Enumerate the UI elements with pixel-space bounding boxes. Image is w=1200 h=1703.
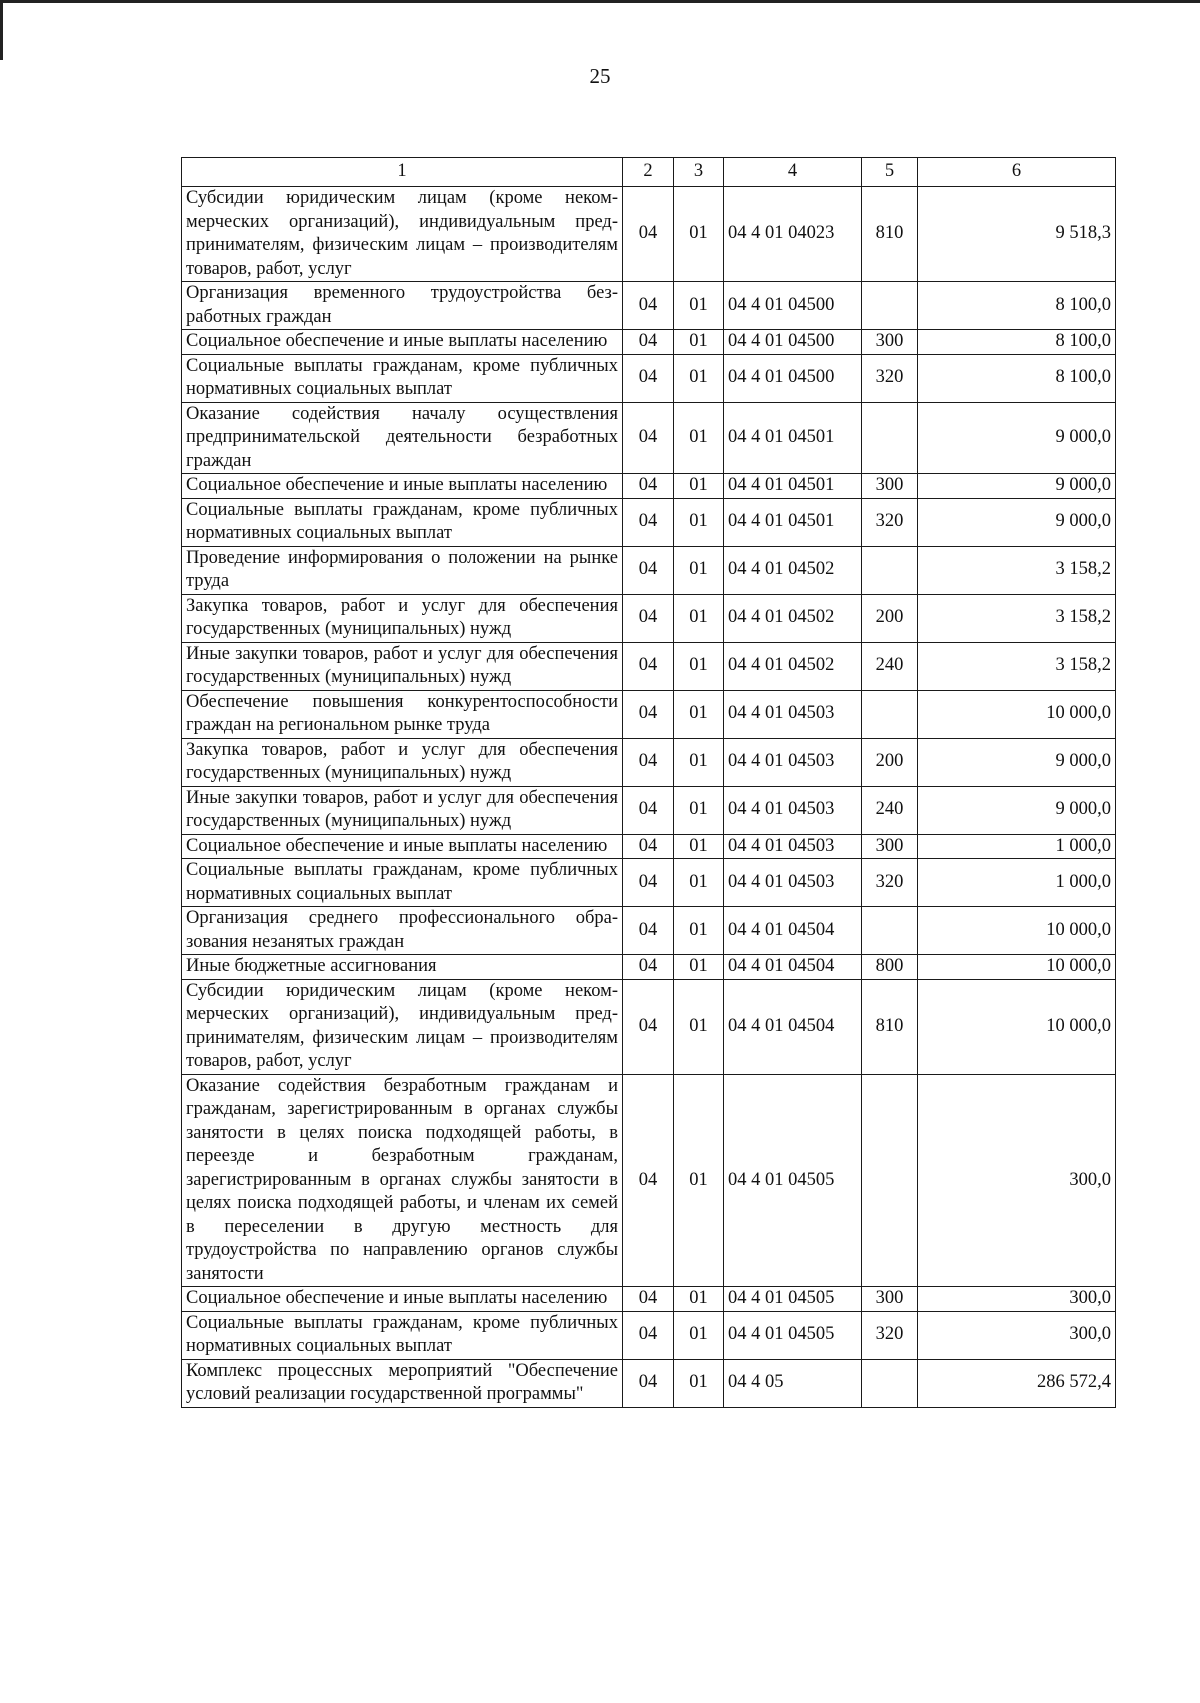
budget-table (181, 157, 1116, 1408)
item-name-cell: Социальное обеспечение и иные выплаты населению (182, 330, 623, 355)
amount-cell: 10 000,0 (918, 955, 1116, 980)
subsection-cell: 01 (674, 187, 724, 282)
section-cell: 04 (623, 1074, 674, 1287)
target-code-cell: 04 4 01 04503 (724, 738, 862, 786)
expense-type-cell: 320 (862, 354, 918, 402)
page-number: 25 (589, 64, 611, 88)
item-name-cell: Оказание содействия началу осуществления предпринимательской деятельности безработных граждан (182, 402, 623, 474)
subsection-cell: 01 (674, 594, 724, 642)
amount-cell: 8 100,0 (918, 282, 1116, 330)
subsection-cell: 01 (674, 690, 724, 738)
section-cell: 04 (623, 907, 674, 955)
section-cell: 04 (623, 738, 674, 786)
expense-type-cell: 240 (862, 642, 918, 690)
table-row (182, 187, 1116, 282)
target-code-cell: 04 4 01 04503 (724, 690, 862, 738)
expense-type-cell: 300 (862, 834, 918, 859)
item-name-cell: Закупка товаров, работ и услуг для обеспечения государственных (муниципальных) нужд (182, 594, 623, 642)
expense-type-cell: 810 (862, 979, 918, 1074)
expense-type-cell (862, 402, 918, 474)
item-name-cell: Оказание содействия безработным гражданам и гражданам, зарегистрированным в органах службы занятости в целях поиска подходящей работы, в переезде и безработным гражданам, зарегистрированным в органах службы занятости в целях поиска подходящей работы, и членам их семей в переселении в другую местность для трудоустройства по направлению органов службы занятости (182, 1074, 623, 1287)
table-row (182, 282, 1116, 330)
target-code-cell: 04 4 01 04500 (724, 330, 862, 355)
section-cell: 04 (623, 330, 674, 355)
amount-cell: 300,0 (918, 1287, 1116, 1312)
target-code-cell: 04 4 01 04503 (724, 786, 862, 834)
section-cell: 04 (623, 1311, 674, 1359)
target-code-cell: 04 4 01 04505 (724, 1311, 862, 1359)
section-cell: 04 (623, 498, 674, 546)
target-code-cell: 04 4 01 04501 (724, 474, 862, 499)
subsection-cell: 01 (674, 955, 724, 980)
subsection-cell: 01 (674, 1074, 724, 1287)
expense-type-cell: 300 (862, 1287, 918, 1312)
subsection-cell: 01 (674, 834, 724, 859)
expense-type-cell: 300 (862, 330, 918, 355)
item-name-cell: Социальные выплаты гражданам, кроме публичных нормативных социальных выплат (182, 354, 623, 402)
target-code-cell: 04 4 01 04502 (724, 642, 862, 690)
target-code-cell: 04 4 01 04500 (724, 354, 862, 402)
section-cell: 04 (623, 474, 674, 499)
subsection-cell: 01 (674, 738, 724, 786)
table-row (182, 907, 1116, 955)
section-cell: 04 (623, 546, 674, 594)
table-row (182, 642, 1116, 690)
header-cell: 4 (724, 158, 862, 187)
subsection-cell: 01 (674, 907, 724, 955)
table-row (182, 859, 1116, 907)
header-cell: 2 (623, 158, 674, 187)
expense-type-cell (862, 907, 918, 955)
item-name-cell: Проведение информирования о положении на рынке труда (182, 546, 623, 594)
item-name-cell: Социальное обеспечение и иные выплаты населению (182, 1287, 623, 1312)
target-code-cell: 04 4 01 04504 (724, 907, 862, 955)
expense-type-cell: 320 (862, 1311, 918, 1359)
subsection-cell: 01 (674, 474, 724, 499)
item-name-cell: Закупка товаров, работ и услуг для обеспечения государственных (муниципальных) нужд (182, 738, 623, 786)
amount-cell: 9 000,0 (918, 786, 1116, 834)
item-name-cell: Социальные выплаты гражданам, кроме публичных нормативных социальных выплат (182, 1311, 623, 1359)
amount-cell: 1 000,0 (918, 859, 1116, 907)
expense-type-cell (862, 1074, 918, 1287)
table-row (182, 786, 1116, 834)
section-cell: 04 (623, 859, 674, 907)
table-row (182, 498, 1116, 546)
target-code-cell: 04 4 01 04023 (724, 187, 862, 282)
amount-cell: 3 158,2 (918, 594, 1116, 642)
expense-type-cell (862, 282, 918, 330)
item-name-cell: Социальное обеспечение и иные выплаты населению (182, 834, 623, 859)
target-code-cell: 04 4 01 04502 (724, 546, 862, 594)
subsection-cell: 01 (674, 642, 724, 690)
item-name-cell: Организация временного трудоустройства безработных граждан (182, 282, 623, 330)
amount-cell: 3 158,2 (918, 546, 1116, 594)
expense-type-cell: 810 (862, 187, 918, 282)
section-cell: 04 (623, 834, 674, 859)
scan-border-top (0, 0, 1200, 3)
table-row (182, 330, 1116, 355)
subsection-cell: 01 (674, 354, 724, 402)
amount-cell: 9 000,0 (918, 738, 1116, 786)
expense-type-cell: 200 (862, 738, 918, 786)
amount-cell: 300,0 (918, 1074, 1116, 1287)
item-name-cell: Организация среднего профессионального образования незанятых граждан (182, 907, 623, 955)
header-cell: 1 (182, 158, 623, 187)
table-row (182, 1311, 1116, 1359)
amount-cell: 10 000,0 (918, 979, 1116, 1074)
section-cell: 04 (623, 282, 674, 330)
amount-cell: 8 100,0 (918, 330, 1116, 355)
amount-cell: 10 000,0 (918, 690, 1116, 738)
header-cell: 3 (674, 158, 724, 187)
amount-cell: 286 572,4 (918, 1359, 1116, 1407)
expense-type-cell (862, 690, 918, 738)
table-row (182, 546, 1116, 594)
table-row (182, 354, 1116, 402)
item-name-cell: Социальные выплаты гражданам, кроме публичных нормативных социальных выплат (182, 859, 623, 907)
section-cell: 04 (623, 402, 674, 474)
table-row (182, 738, 1116, 786)
section-cell: 04 (623, 642, 674, 690)
table-row (182, 979, 1116, 1074)
target-code-cell: 04 4 01 04501 (724, 402, 862, 474)
target-code-cell: 04 4 01 04505 (724, 1074, 862, 1287)
subsection-cell: 01 (674, 330, 724, 355)
item-name-cell: Иные бюджетные ассигнования (182, 955, 623, 980)
section-cell: 04 (623, 187, 674, 282)
expense-type-cell: 320 (862, 498, 918, 546)
amount-cell: 10 000,0 (918, 907, 1116, 955)
table-row (182, 690, 1116, 738)
table-row (182, 1287, 1116, 1312)
amount-cell: 9 000,0 (918, 474, 1116, 499)
section-cell: 04 (623, 786, 674, 834)
subsection-cell: 01 (674, 979, 724, 1074)
item-name-cell: Комплекс процессных мероприятий "Обеспечение условий реализации государственной программы" (182, 1359, 623, 1407)
expense-type-cell: 800 (862, 955, 918, 980)
target-code-cell: 04 4 01 04503 (724, 859, 862, 907)
section-cell: 04 (623, 1287, 674, 1312)
table-row (182, 1074, 1116, 1287)
section-cell: 04 (623, 354, 674, 402)
target-code-cell: 04 4 01 04502 (724, 594, 862, 642)
table-row (182, 955, 1116, 980)
subsection-cell: 01 (674, 1359, 724, 1407)
target-code-cell: 04 4 01 04504 (724, 955, 862, 980)
item-name-cell: Обеспечение повышения конкурентоспособности граждан на региональном рынке труда (182, 690, 623, 738)
expense-type-cell: 320 (862, 859, 918, 907)
table-header-row (182, 158, 1116, 187)
amount-cell: 1 000,0 (918, 834, 1116, 859)
table-row (182, 594, 1116, 642)
section-cell: 04 (623, 979, 674, 1074)
expense-type-cell: 300 (862, 474, 918, 499)
item-name-cell: Иные закупки товаров, работ и услуг для обеспечения государственных (муниципальных) нужд (182, 642, 623, 690)
table-row (182, 834, 1116, 859)
subsection-cell: 01 (674, 859, 724, 907)
subsection-cell: 01 (674, 786, 724, 834)
section-cell: 04 (623, 1359, 674, 1407)
subsection-cell: 01 (674, 282, 724, 330)
amount-cell: 9 000,0 (918, 498, 1116, 546)
subsection-cell: 01 (674, 498, 724, 546)
table-row (182, 402, 1116, 474)
header-cell: 5 (862, 158, 918, 187)
target-code-cell: 04 4 01 04501 (724, 498, 862, 546)
item-name-cell: Субсидии юридическим лицам (кроме некоммерческих организаций), индивидуальным предпринимателям, физическим лицам – производителям товаров, работ, услуг (182, 979, 623, 1074)
table-row (182, 474, 1116, 499)
item-name-cell: Социальное обеспечение и иные выплаты населению (182, 474, 623, 499)
amount-cell: 9 518,3 (918, 187, 1116, 282)
expense-type-cell: 200 (862, 594, 918, 642)
table-row (182, 1359, 1116, 1407)
expense-type-cell (862, 1359, 918, 1407)
expense-type-cell: 240 (862, 786, 918, 834)
item-name-cell: Социальные выплаты гражданам, кроме публичных нормативных социальных выплат (182, 498, 623, 546)
item-name-cell: Субсидии юридическим лицам (кроме некоммерческих организаций), индивидуальным предпринимателям, физическим лицам – производителям товаров, работ, услуг (182, 187, 623, 282)
target-code-cell: 04 4 01 04503 (724, 834, 862, 859)
amount-cell: 9 000,0 (918, 402, 1116, 474)
subsection-cell: 01 (674, 546, 724, 594)
target-code-cell: 04 4 05 (724, 1359, 862, 1407)
item-name-cell: Иные закупки товаров, работ и услуг для обеспечения государственных (муниципальных) нужд (182, 786, 623, 834)
target-code-cell: 04 4 01 04504 (724, 979, 862, 1074)
header-cell: 6 (918, 158, 1116, 187)
expense-type-cell (862, 546, 918, 594)
subsection-cell: 01 (674, 1311, 724, 1359)
target-code-cell: 04 4 01 04500 (724, 282, 862, 330)
amount-cell: 8 100,0 (918, 354, 1116, 402)
section-cell: 04 (623, 690, 674, 738)
section-cell: 04 (623, 594, 674, 642)
target-code-cell: 04 4 01 04505 (724, 1287, 862, 1312)
amount-cell: 300,0 (918, 1311, 1116, 1359)
subsection-cell: 01 (674, 402, 724, 474)
scan-border-left (0, 0, 3, 60)
amount-cell: 3 158,2 (918, 642, 1116, 690)
section-cell: 04 (623, 955, 674, 980)
subsection-cell: 01 (674, 1287, 724, 1312)
